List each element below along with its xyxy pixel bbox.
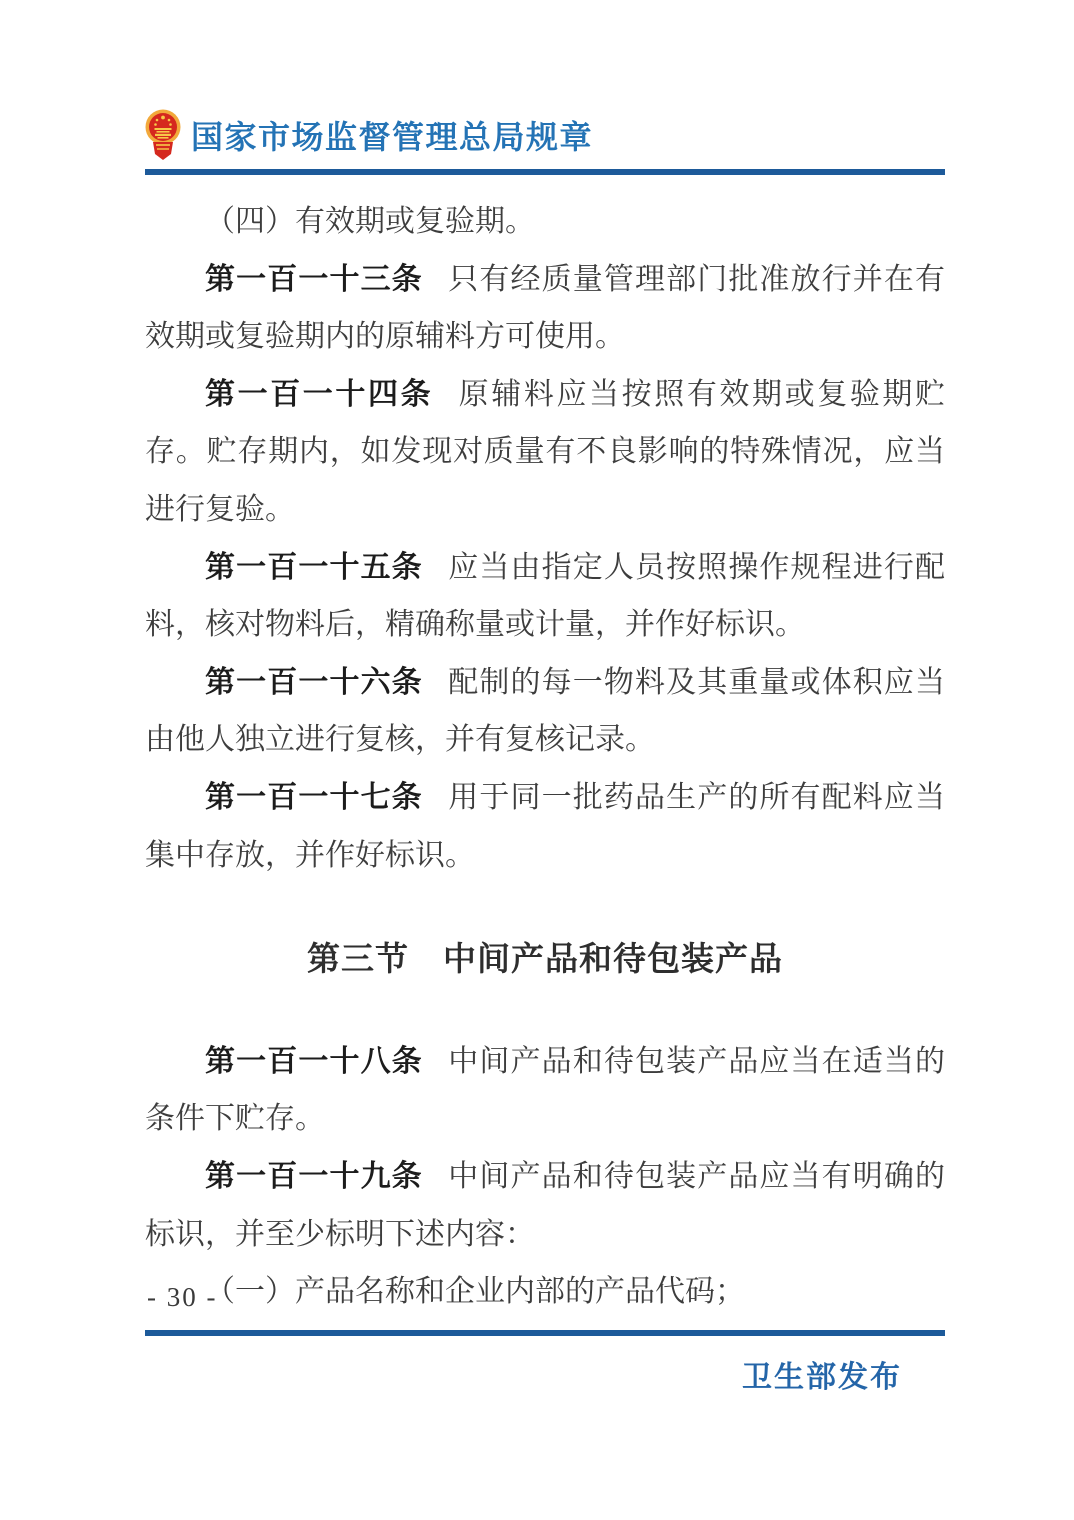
article-number: 第一百一十八条	[205, 1044, 423, 1078]
article-text: 配制的每一物料及其重量或体积应当由他人独立进行复核，并有复核记录。	[145, 665, 946, 757]
clause-text: （一）产品名称和企业内部的产品代码；	[205, 1275, 745, 1309]
article-text: 中间产品和待包装产品应当有明确的标识，并至少标明下述内容：	[145, 1159, 946, 1251]
header-divider	[145, 169, 945, 175]
article-number: 第一百一十九条	[205, 1159, 423, 1193]
article-number: 第一百一十六条	[205, 665, 423, 699]
footer-divider	[145, 1330, 945, 1336]
article-number: 第一百一十四条	[205, 377, 434, 411]
clause-item	[145, 193, 945, 251]
article-paragraph	[145, 654, 945, 769]
article-text: 中间产品和待包装产品应当在适当的条件下贮存。	[145, 1044, 946, 1136]
article-text: 原辅料应当按照有效期或复验期贮存。贮存期内，如发现对质量有不良影响的特殊情况，应当进行复验。	[145, 377, 946, 526]
article-text: 用于同一批药品生产的所有配料应当集中存放，并作好标识。	[145, 780, 946, 872]
article-paragraph	[145, 539, 945, 654]
article-text: 应当由指定人员按照操作规程进行配料，核对物料后，精确称量或计量，并作好标识。	[145, 550, 946, 642]
page-number: - 30 -	[147, 1282, 218, 1312]
article-paragraph	[145, 1148, 945, 1263]
clause-item	[145, 1263, 945, 1321]
clause-text: （四）有效期或复验期。	[205, 205, 535, 238]
china-national-emblem-icon	[144, 108, 182, 162]
article-paragraph	[145, 769, 945, 884]
article-paragraph	[145, 366, 945, 539]
section-heading: 第三节 中间产品和待包装产品	[307, 940, 783, 978]
publisher-label: 卫生部发布	[742, 1361, 902, 1394]
article-number: 第一百一十七条	[205, 780, 423, 814]
article-text: 只有经质量管理部门批准放行并在有效期或复验期内的原辅料方可使用。	[145, 262, 946, 354]
article-number: 第一百一十三条	[205, 262, 423, 296]
article-number: 第一百一十五条	[205, 550, 423, 584]
document-body	[145, 193, 945, 1321]
page-title: 国家市场监督管理总局规章	[191, 119, 594, 155]
article-paragraph	[145, 1033, 945, 1148]
page-header	[144, 108, 593, 162]
article-paragraph	[145, 251, 945, 366]
